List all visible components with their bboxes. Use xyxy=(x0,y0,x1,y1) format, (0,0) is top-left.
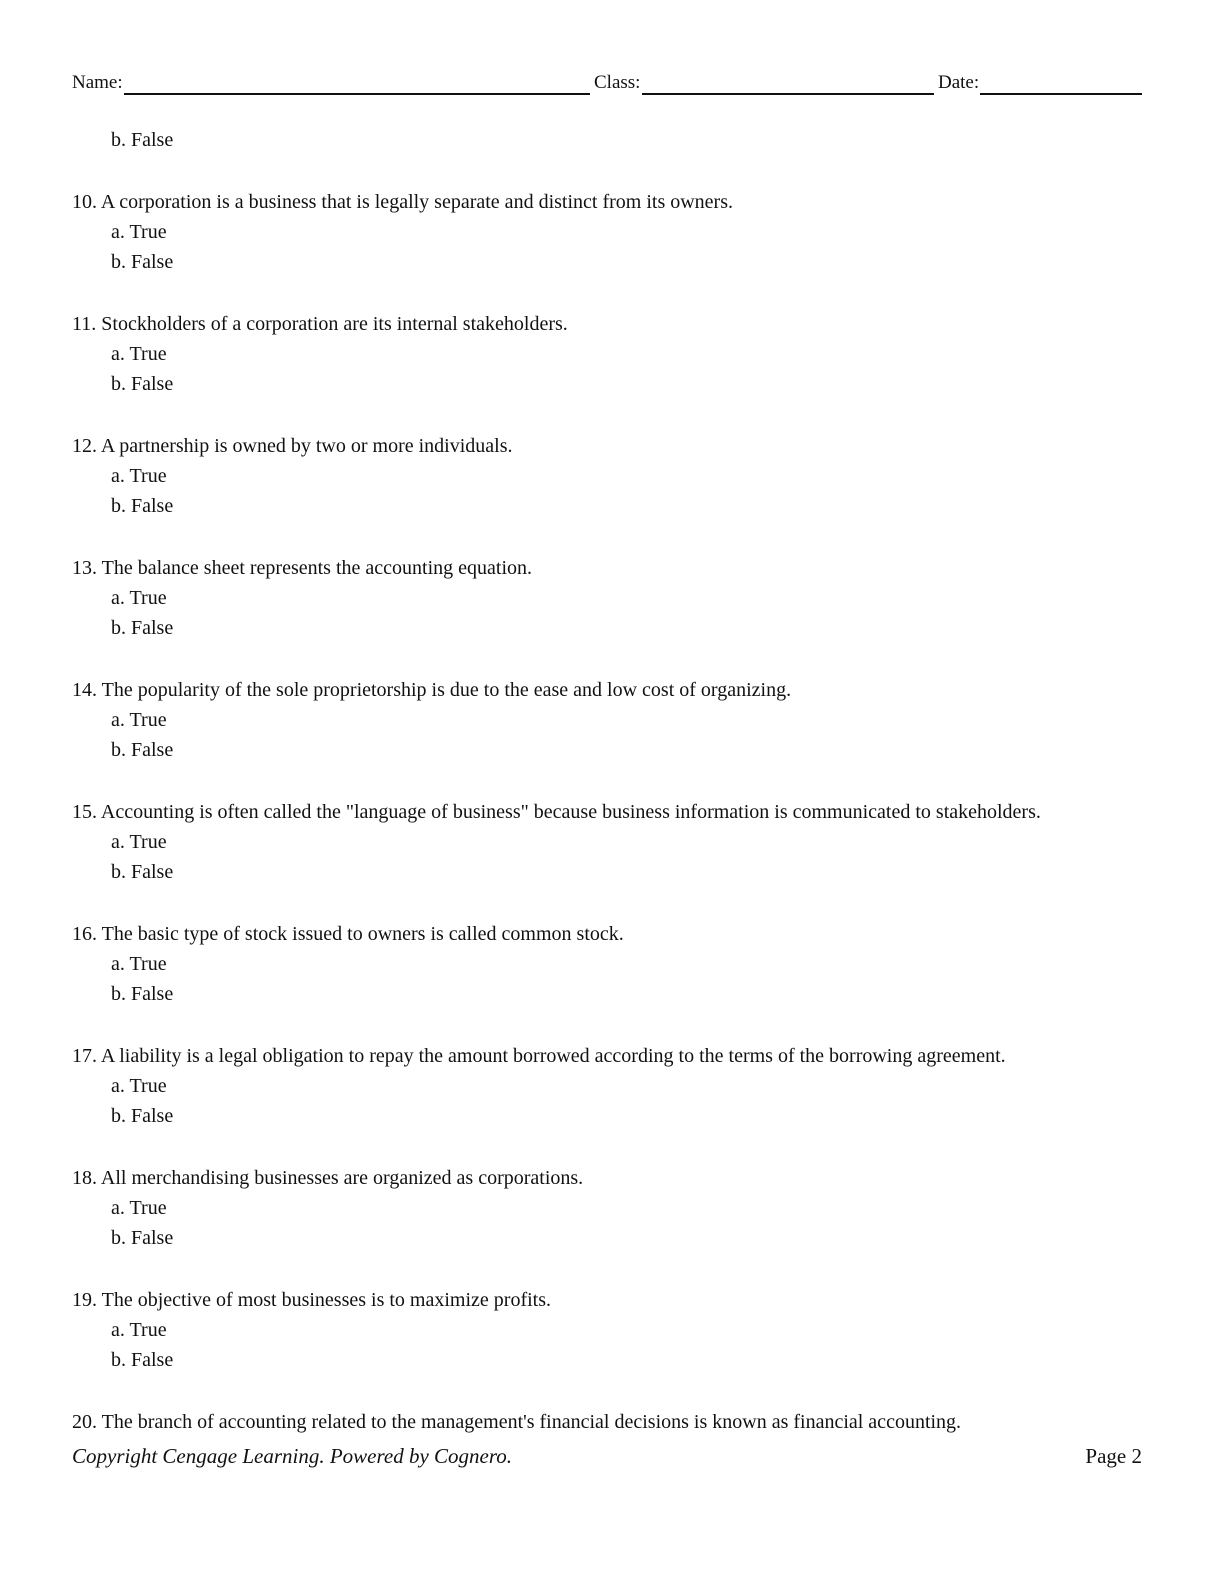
option-true: a. True xyxy=(111,1075,167,1097)
question-stem: 20. The branch of accounting related to the management's financial decisions is known as financial accounting. xyxy=(72,1411,962,1433)
option-false: b. False xyxy=(111,251,174,273)
question-item xyxy=(72,1041,1152,1131)
page-number: Page 2 xyxy=(1085,1444,1142,1468)
question-item xyxy=(72,1407,1152,1437)
question-item xyxy=(72,187,1152,277)
date-line xyxy=(980,93,1142,95)
question-stem: 19. The objective of most businesses is to maximize profits. xyxy=(72,1289,552,1311)
question-stem: 12. A partnership is owned by two or more individuals. xyxy=(72,435,513,457)
class-line xyxy=(642,93,934,95)
option-false: b. False xyxy=(111,1227,174,1249)
question-item xyxy=(72,1163,1152,1253)
name-line xyxy=(124,93,590,95)
option-true: a. True xyxy=(111,1197,167,1219)
option-true: a. True xyxy=(111,709,167,731)
question-item xyxy=(72,675,1152,765)
option-true: a. True xyxy=(111,1319,167,1341)
question-item xyxy=(72,797,1152,887)
question-stem: 14. The popularity of the sole proprietorship is due to the ease and low cost of organizing. xyxy=(72,679,792,701)
option-false: b. False xyxy=(111,739,174,761)
question-stem: 18. All merchandising businesses are organized as corporations. xyxy=(72,1167,584,1189)
question-stem: 15. Accounting is often called the "language of business" because business information is communicated to stakeholders. xyxy=(72,801,1041,823)
question-stem: 17. A liability is a legal obligation to repay the amount borrowed according to the terms of the borrowing agreement. xyxy=(72,1045,1006,1067)
option-true: a. True xyxy=(111,587,167,609)
date-label: Date: xyxy=(938,72,980,93)
question-item xyxy=(72,309,1152,399)
option-true: a. True xyxy=(111,221,167,243)
option-false: b. False xyxy=(111,861,174,883)
question-list xyxy=(72,125,1152,1437)
question-item xyxy=(72,553,1152,643)
carryover-option: b. False xyxy=(111,129,174,151)
option-false: b. False xyxy=(111,495,174,517)
question-stem: 13. The balance sheet represents the accounting equation. xyxy=(72,557,533,579)
question-item xyxy=(72,431,1152,521)
question-stem: 11. Stockholders of a corporation are its internal stakeholders. xyxy=(72,313,568,335)
option-true: a. True xyxy=(111,465,167,487)
option-false: b. False xyxy=(111,983,174,1005)
page-footer xyxy=(72,1444,1142,1472)
question-item xyxy=(72,1285,1152,1375)
option-true: a. True xyxy=(111,953,167,975)
option-false: b. False xyxy=(111,1349,174,1371)
option-false: b. False xyxy=(111,373,174,395)
question-stem: 10. A corporation is a business that is legally separate and distinct from its owners. xyxy=(72,191,733,213)
option-false: b. False xyxy=(111,617,174,639)
option-false: b. False xyxy=(111,1105,174,1127)
class-label: Class: xyxy=(594,72,641,93)
option-true: a. True xyxy=(111,343,167,365)
copyright-text: Copyright Cengage Learning. Powered by Cognero. xyxy=(72,1444,512,1468)
question-item xyxy=(72,919,1152,1009)
name-label: Name: xyxy=(72,72,123,93)
question-stem: 16. The basic type of stock issued to owners is called common stock. xyxy=(72,923,624,945)
option-true: a. True xyxy=(111,831,167,853)
